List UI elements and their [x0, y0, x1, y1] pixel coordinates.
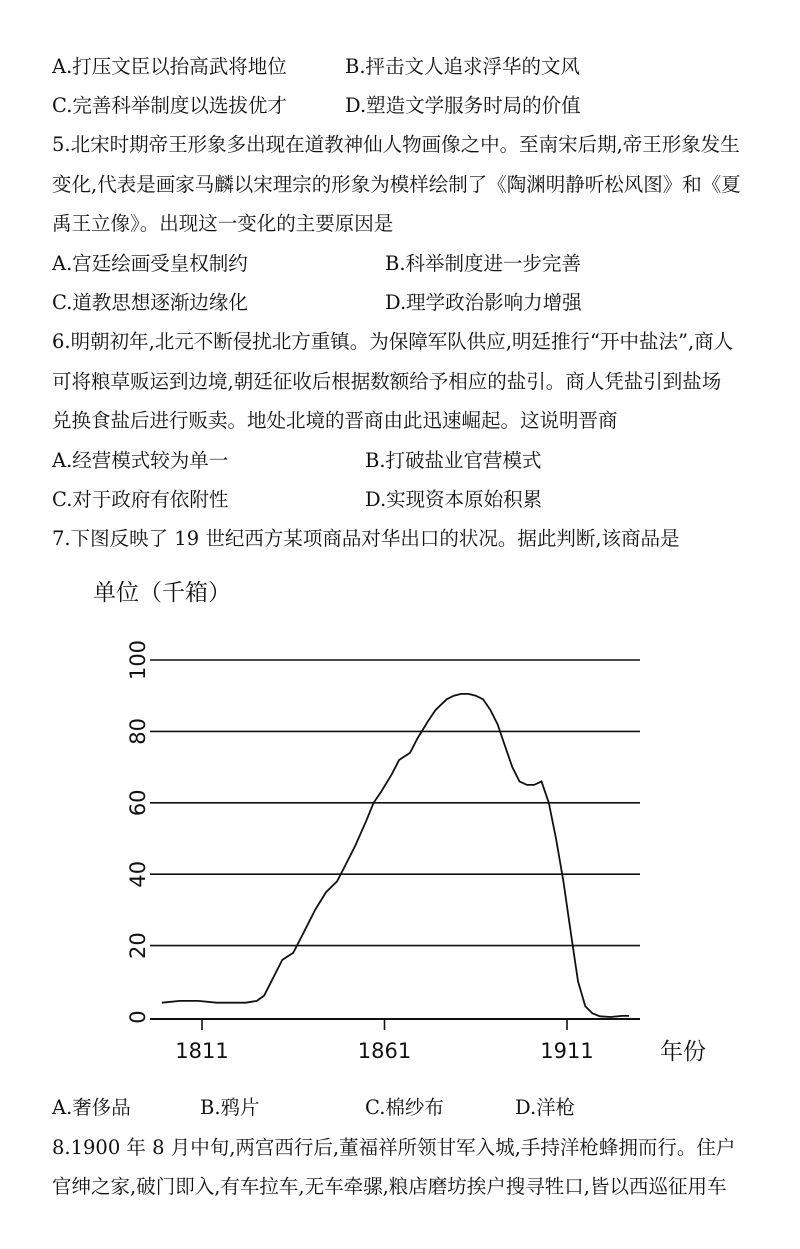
y-tick-label-80: 80	[126, 718, 150, 745]
opium-export-chart	[0, 570, 800, 1080]
chart-y-label: 单位（千箱）	[93, 580, 231, 606]
y-tick-label-100: 100	[126, 639, 150, 681]
chart-y-ticks	[126, 640, 150, 1024]
chart-series-line	[162, 694, 629, 1017]
x-tick-label-1861: 1861	[357, 1039, 412, 1063]
q4-option-b: B.抨击文人追求浮华的文风	[345, 55, 581, 78]
y-tick-label-40: 40	[126, 860, 150, 888]
q5-stem-line-2: 变化,代表是画家马麟以宋理宗的形象为模样绘制了《陶渊明静听松风图》和《夏	[52, 173, 741, 196]
chart-x-label: 年份	[660, 1039, 706, 1065]
q5-stem-line-1: 5.北宋时期帝王形象多出现在道教神仙人物画像之中。至南宋后期,帝王形象发生	[52, 133, 740, 156]
q6-option-b: B.打破盐业官营模式	[365, 449, 542, 472]
q4-option-d: D.塑造文学服务时局的价值	[345, 94, 581, 117]
y-tick-label-0: 0	[126, 1010, 150, 1024]
q7-stem: 7.下图反映了 19 世纪西方某项商品对华出口的状况。据此判断,该商品是	[52, 527, 680, 550]
q6-option-c: C.对于政府有依附性	[52, 488, 229, 511]
q6-stem-line-2: 可将粮草贩运到边境,朝廷征收后根据数额给予相应的盐引。商人凭盐引到盐场	[52, 370, 722, 393]
q5-stem-line-3: 禹王立像》。出现这一变化的主要原因是	[52, 212, 394, 235]
q5-option-a: A.宫廷绘画受皇权制约	[52, 252, 248, 275]
q6-option-a: A.经营模式较为单一	[52, 449, 229, 472]
q5-option-c: C.道教思想逐渐边缘化	[52, 291, 248, 314]
q8-stem-line-1: 8.1900 年 8 月中旬,两宫西行后,董福祥所领甘军入城,手持洋枪蜂拥而行。住户	[52, 1136, 736, 1159]
q5-option-b: B.科举制度进一步完善	[385, 252, 582, 275]
y-tick-label-20: 20	[126, 932, 150, 959]
y-tick-label-60: 60	[126, 789, 150, 817]
q7-option-d: D.洋枪	[515, 1096, 576, 1119]
x-tick-label-1811: 1811	[175, 1039, 229, 1063]
chart-x-ticks	[175, 1019, 593, 1063]
q5-option-d: D.理学政治影响力增强	[385, 291, 582, 314]
q6-stem-line-3: 兑换食盐后进行贩卖。地处北境的晋商由此迅速崛起。这说明晋商	[52, 409, 618, 432]
q6-option-d: D.实现资本原始积累	[365, 488, 543, 511]
q4-option-a: A.打压文臣以抬高武将地位	[52, 55, 287, 78]
x-tick-label-1911: 1911	[540, 1039, 594, 1063]
q7-option-b: B.鸦片	[200, 1096, 260, 1119]
q4-option-c: C.完善科举制度以选拔优才	[52, 94, 287, 117]
q7-option-a: A.奢侈品	[52, 1096, 131, 1119]
q7-option-c: C.棉纱布	[365, 1096, 444, 1119]
q8-stem-line-2: 官绅之家,破门即入,有车拉车,无车牵骡,粮店磨坊挨户搜寻牲口,皆以西巡征用车	[52, 1175, 727, 1198]
q6-stem-line-1: 6.明朝初年,北元不断侵扰北方重镇。为保障军队供应,明廷推行“开中盐法”,商人	[52, 330, 734, 353]
